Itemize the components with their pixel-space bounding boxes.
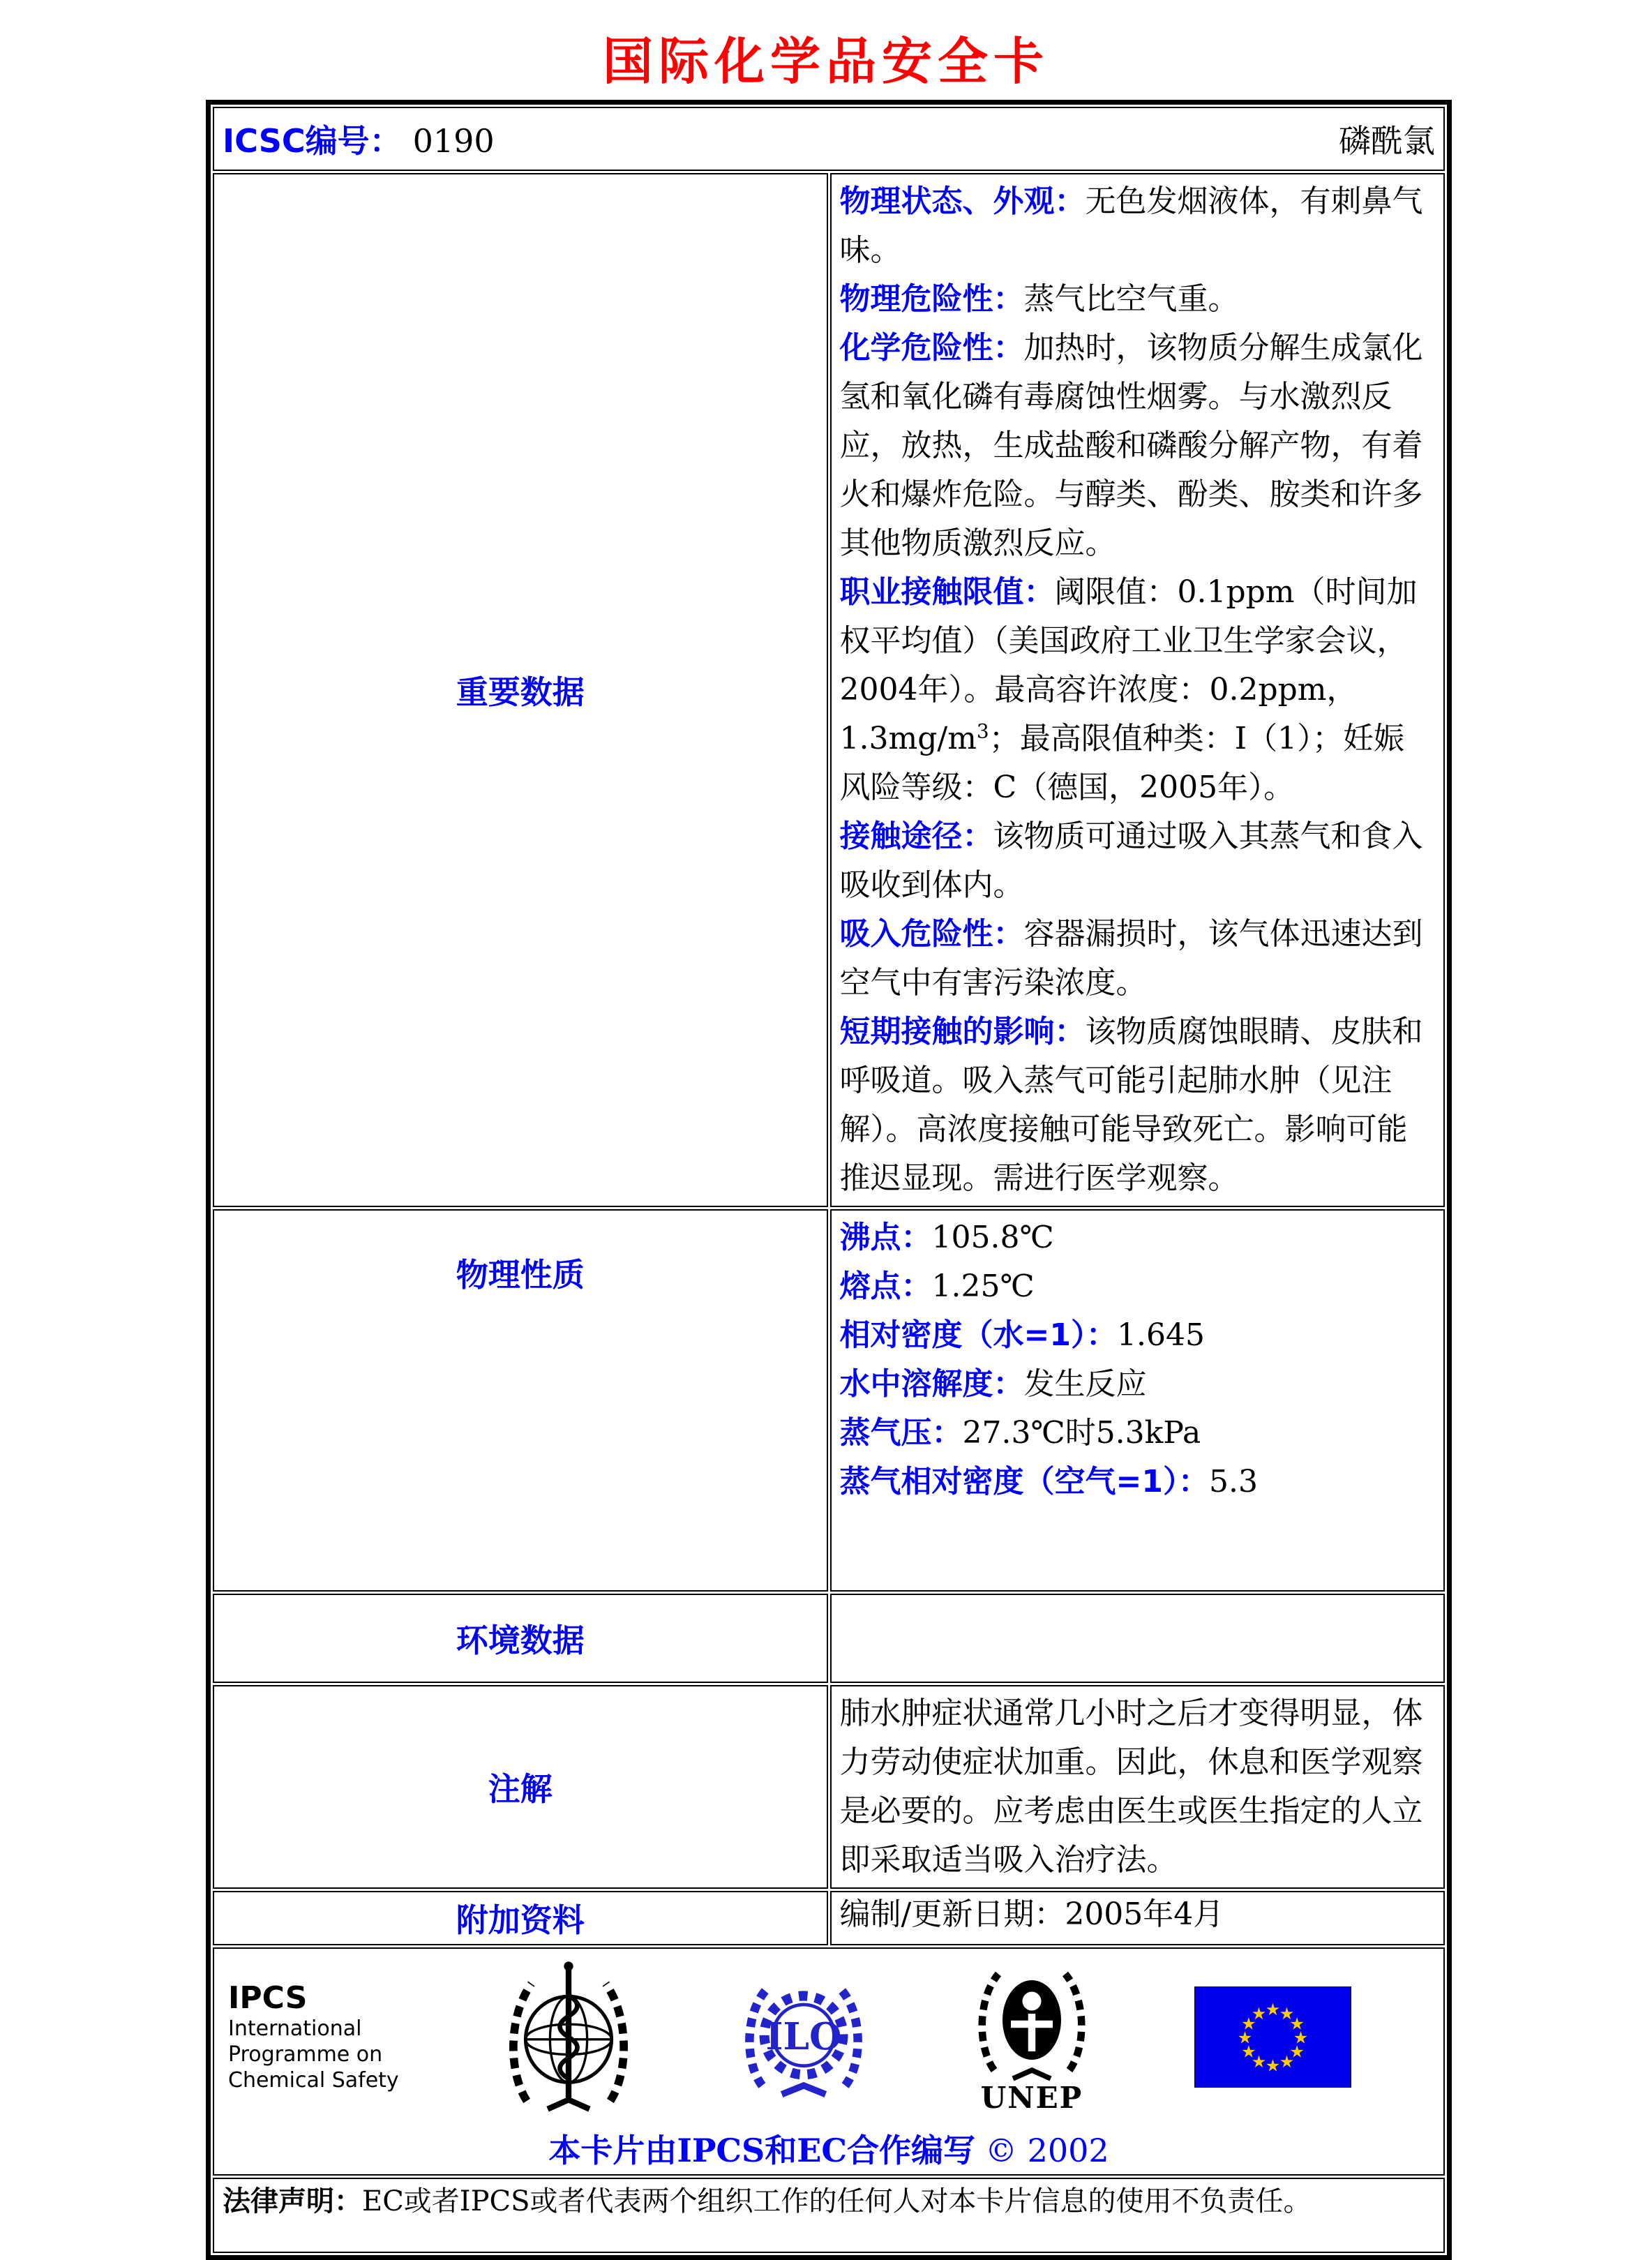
important-data-label: 重要数据 bbox=[213, 173, 828, 1207]
item-text: ；最高限值种类：I（1）；妊娠风险等级：C（德国，2005年）。 bbox=[839, 721, 1405, 805]
footer-caption bbox=[223, 2125, 1435, 2171]
item-text: 1.645 bbox=[1116, 1317, 1205, 1353]
item-label: 沸点： bbox=[839, 1220, 932, 1255]
legal-text: EC或者IPCS或者代表两个组织工作的任何人对本卡片信息的使用不负责任。 bbox=[362, 2185, 1312, 2217]
item-text: 容器漏损时，该气体迅速达到空气中有害污染浓度。 bbox=[839, 916, 1423, 1001]
physical-properties-label: 物理性质 bbox=[213, 1209, 828, 1592]
physical-item bbox=[840, 1409, 1436, 1458]
unep-letters: UNEP bbox=[980, 2081, 1083, 2115]
icsc-number-label: ICSC编号： bbox=[223, 122, 402, 160]
ipcs-subtitle-line: Programme on bbox=[228, 2042, 383, 2067]
eu-star: ★ bbox=[1265, 2056, 1281, 2076]
physical-item bbox=[840, 1458, 1436, 1506]
ilo-letters: ILO bbox=[765, 2014, 842, 2058]
notes-content bbox=[830, 1685, 1446, 1889]
important-item bbox=[840, 275, 1436, 324]
item-text: 1.25℃ bbox=[931, 1269, 1035, 1304]
item-label: 吸入危险性： bbox=[839, 916, 1024, 952]
notes-label: 注解 bbox=[213, 1685, 828, 1889]
additional-info-row bbox=[213, 1891, 1445, 1945]
icsc-card-table bbox=[206, 100, 1452, 2260]
eu-star: ★ bbox=[1289, 2042, 1305, 2062]
item-label: 蒸气相对密度（空气=1）： bbox=[839, 1464, 1209, 1499]
legal-label: 法律声明： bbox=[223, 2185, 362, 2217]
important-item bbox=[840, 1008, 1436, 1203]
important-item bbox=[840, 568, 1436, 812]
item-label: 接触途径： bbox=[839, 818, 993, 854]
icsc-number-value: 0190 bbox=[412, 122, 495, 160]
unep-logo bbox=[969, 1959, 1095, 2115]
item-label: 短期接触的影响： bbox=[839, 1014, 1086, 1049]
item-label: 物理状态、外观： bbox=[839, 184, 1086, 219]
physical-item bbox=[840, 1360, 1436, 1409]
eu-star: ★ bbox=[1241, 2042, 1256, 2062]
who-logo-icon bbox=[499, 1956, 638, 2118]
item-text: 27.3℃时5.3kPa bbox=[962, 1415, 1201, 1451]
important-data-row bbox=[213, 173, 1445, 1207]
eu-star: ★ bbox=[1251, 2003, 1267, 2023]
important-item bbox=[840, 177, 1436, 275]
header-cell bbox=[213, 107, 1445, 171]
item-text: 蒸气比空气重。 bbox=[1023, 281, 1239, 317]
ipcs-subtitle-line: Chemical Safety bbox=[228, 2068, 399, 2093]
item-label: 蒸气压： bbox=[839, 1415, 963, 1451]
item-text: 该物质腐蚀眼睛、皮肤和呼吸道。吸入蒸气可能引起肺水肿（见注解）。高浓度接触可能导致死亡。影响可能推迟显现。需进行医学观察。 bbox=[839, 1014, 1423, 1196]
page-title: 国际化学品安全卡 bbox=[602, 31, 1049, 91]
eu-star: ★ bbox=[1279, 2003, 1295, 2023]
physical-properties-row bbox=[213, 1209, 1445, 1592]
logos-row bbox=[213, 1947, 1445, 2176]
eu-star: ★ bbox=[1289, 2014, 1305, 2034]
physical-item bbox=[840, 1213, 1436, 1262]
environment-data-row bbox=[213, 1594, 1445, 1683]
eu-star: ★ bbox=[1241, 2014, 1256, 2034]
important-item bbox=[840, 324, 1436, 568]
item-text: 5.3 bbox=[1208, 1464, 1258, 1499]
chemical-name: 磷酰氯 bbox=[1339, 122, 1435, 160]
item-text: 发生反应 bbox=[1023, 1366, 1147, 1402]
item-text: 该物质可通过吸入其蒸气和食入吸收到体内。 bbox=[839, 818, 1423, 903]
important-data-content bbox=[830, 173, 1446, 1207]
physical-item bbox=[840, 1311, 1436, 1360]
item-text: 加热时，该物质分解生成氯化氢和氧化磷有毒腐蚀性烟雾。与水激烈反应，放热，生成盐酸和磷酸分解产物，有着火和爆炸危险。与醇类、酚类、胺类和许多其他物质激烈反应。 bbox=[839, 330, 1423, 561]
item-label: 水中溶解度： bbox=[839, 1366, 1024, 1402]
ipcs-subtitle-line: International bbox=[228, 2016, 362, 2041]
additional-info-content bbox=[830, 1891, 1446, 1945]
important-item bbox=[840, 910, 1436, 1008]
eu-star: ★ bbox=[1279, 2052, 1295, 2072]
item-label: 化学危险性： bbox=[839, 330, 1024, 366]
notes-text: 肺水肿症状通常几小时之后才变得明显，体力劳动使症状加重。因此，休息和医学观察是必要的。应考虑由医生或医生指定的人立即采取适当吸入治疗法。 bbox=[839, 1696, 1423, 1878]
additional-info-text: 编制/更新日期：2005年4月 bbox=[839, 1896, 1224, 1932]
environment-data-content bbox=[830, 1594, 1446, 1683]
header-row bbox=[213, 107, 1445, 171]
item-text: 105.8℃ bbox=[931, 1220, 1054, 1255]
physical-properties-content bbox=[830, 1209, 1446, 1592]
eu-flag-icon bbox=[1194, 1986, 1351, 2088]
unep-logo-icon bbox=[969, 1959, 1095, 2085]
item-text: 阈限值：0.1ppm（时间加权平均值）（美国政府工业卫生学家会议，2004年）。最高容许浓度：0.2ppm，1.3mg/m bbox=[839, 574, 1418, 756]
caption-text: 本卡片由IPCS和EC合作编写 bbox=[548, 2132, 975, 2169]
item-label: 物理危险性： bbox=[839, 281, 1024, 317]
legal-row bbox=[213, 2178, 1445, 2253]
ipcs-title: IPCS bbox=[228, 1980, 308, 2016]
copyright-text: © 2002 bbox=[984, 2132, 1109, 2169]
important-item bbox=[840, 812, 1436, 910]
eu-star: ★ bbox=[1293, 2028, 1309, 2048]
ipcs-logo bbox=[228, 1981, 399, 2093]
environment-data-label: 环境数据 bbox=[213, 1594, 828, 1683]
eu-star: ★ bbox=[1251, 2052, 1267, 2072]
eu-star: ★ bbox=[1237, 2028, 1253, 2048]
logos-cell bbox=[213, 1947, 1445, 2176]
item-label: 职业接触限值： bbox=[839, 574, 1055, 610]
item-label: 熔点： bbox=[839, 1269, 932, 1304]
physical-item bbox=[840, 1262, 1436, 1311]
ilo-logo-icon bbox=[738, 1972, 869, 2103]
additional-info-label: 附加资料 bbox=[213, 1891, 828, 1945]
eu-star: ★ bbox=[1265, 2000, 1281, 2019]
item-text: 无色发烟液体，有刺鼻气味。 bbox=[839, 184, 1423, 268]
item-label: 相对密度（水=1）： bbox=[839, 1317, 1117, 1353]
item-superscript: 3 bbox=[976, 719, 989, 743]
notes-row bbox=[213, 1685, 1445, 1889]
legal-cell bbox=[213, 2178, 1445, 2253]
